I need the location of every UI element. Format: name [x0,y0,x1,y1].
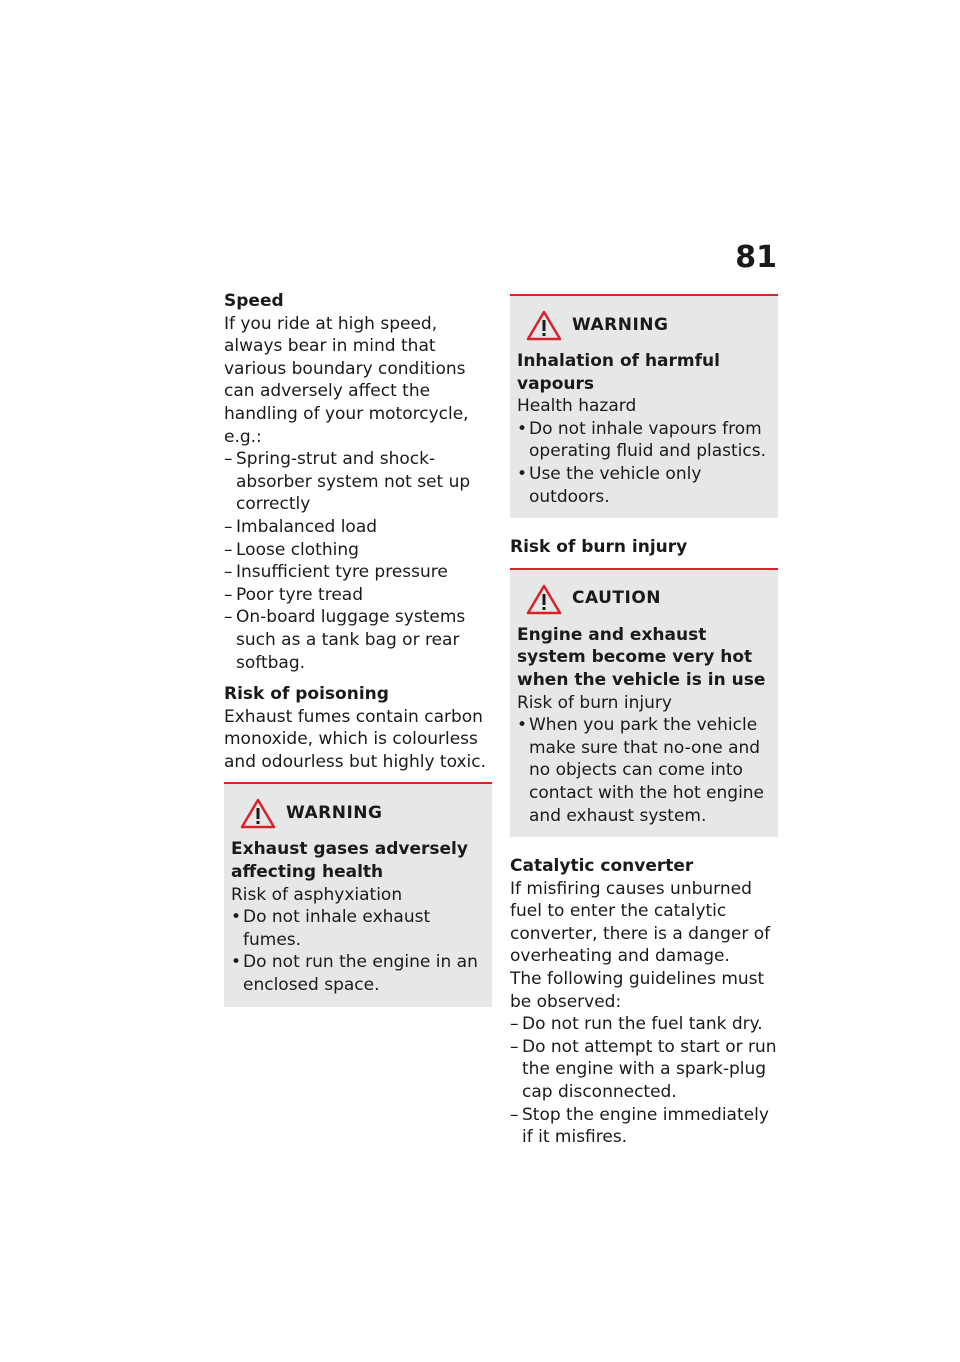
list-item: • When you park the vehicle make sure that no-one and no objects can come into contact with the hot engine and exhaust system. [517,714,771,827]
warning-title: Exhaust gases adversely affecting health [231,839,468,883]
speed-text: If you ride at high speed, always bear in mind that various boundary conditions can adversely affect the handling of your motorcycle, e.g.: [224,313,469,447]
poisoning-text: Exhaust fumes contain carbon monoxide, which is colourless and odourless but highly toxic. [224,706,487,772]
warning-label: WARNING [572,314,669,335]
right-column [510,294,778,1149]
list-item: • Use the vehicle only outdoors. [517,463,771,508]
page-number: 81 [735,240,777,275]
warning-box-vapours [510,294,778,518]
caution-triangle-icon [526,583,562,615]
speed-heading: Speed [224,291,284,311]
list-item: – Stop the engine immediately if it misfires. [510,1104,778,1149]
list-item: – Spring-strut and shock-absorber system not set up correctly [224,448,492,516]
catalytic-text: If misfiring causes unburned fuel to enter the catalytic converter, there is a danger of overheating and damage. [510,878,771,967]
warning-list [231,906,485,996]
warning-hazard: Risk of asphyxiation [231,884,403,905]
list-item: – Do not run the fuel tank dry. [510,1013,778,1036]
list-item: – Loose clothing [224,539,492,562]
list-item: – Imbalanced load [224,516,492,539]
left-column [224,290,492,1007]
caution-hazard: Risk of burn injury [517,692,672,713]
warning-label: WARNING [286,803,383,824]
warning-list [517,418,771,508]
warning-triangle-icon [526,309,562,341]
warning-hazard: Health hazard [517,396,637,417]
list-item: – Insufficient tyre pressure [224,561,492,584]
burn-heading: Risk of burn injury [510,537,688,558]
list-item: • Do not run the engine in an enclosed space. [231,951,485,996]
catalytic-list [510,1013,778,1149]
caution-box-hot [510,568,778,837]
speed-list [224,448,492,674]
caution-list [517,714,771,827]
warning-triangle-icon [240,797,276,829]
list-item: – Poor tyre tread [224,584,492,607]
poisoning-heading: Risk of poisoning [224,684,389,705]
warning-title: Inhalation of harmful vapours [517,351,720,394]
list-item: • Do not inhale vapours from operating fluid and plastics. [517,418,771,463]
caution-label: CAUTION [572,588,662,609]
catalytic-heading: Catalytic converter [510,856,694,877]
catalytic-guidelines: The following guidelines must be observed: [510,969,765,1012]
warning-box-exhaust [224,782,492,1006]
list-item: – Do not attempt to start or run the engine with a spark-plug cap disconnected. [510,1036,778,1104]
caution-title: Engine and exhaust system become very hot when the vehicle is in use [517,624,766,690]
list-item: – On-board luggage systems such as a tank bag or rear softbag. [224,606,492,674]
list-item: • Do not inhale exhaust fumes. [231,906,485,951]
